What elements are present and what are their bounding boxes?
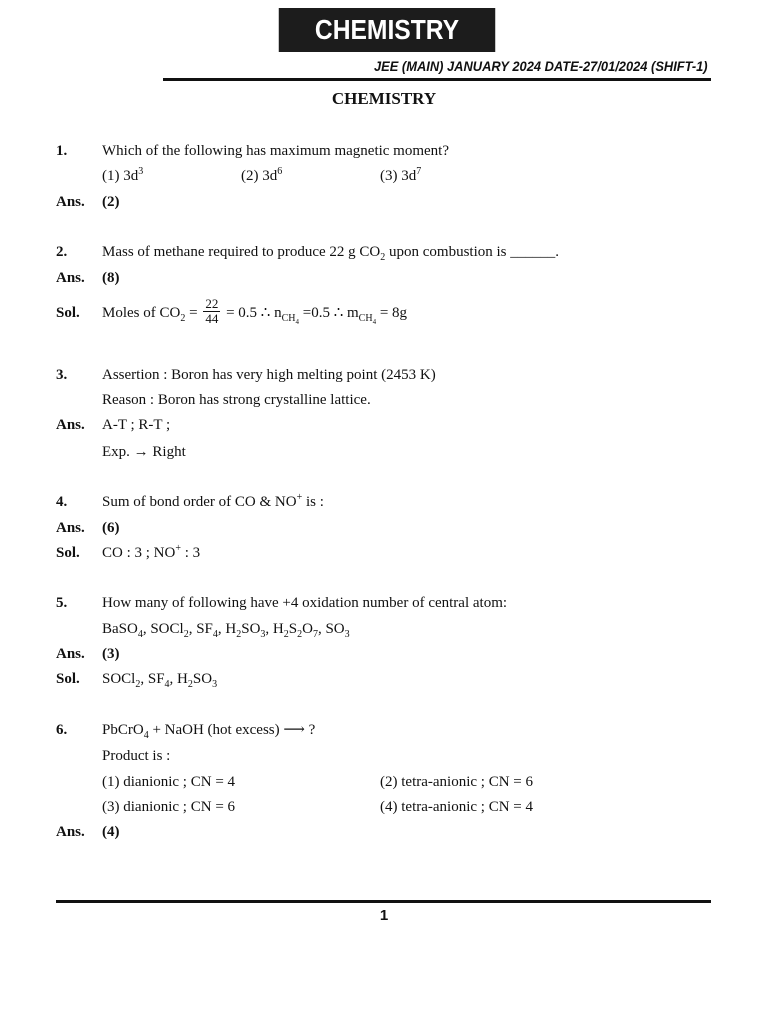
q4-text: Sum of bond order of CO & NO+ is : bbox=[102, 492, 324, 510]
q2-fraction: $\frac{22}{44}$ bbox=[205, 296, 219, 327]
q1-number: 1. bbox=[56, 143, 68, 159]
page-number: 1 bbox=[379, 907, 389, 924]
q4-ans-label: Ans. bbox=[56, 520, 85, 536]
q6-option-3: (3) dianionic ; CN = 6 bbox=[102, 799, 236, 815]
q1-ans-label: Ans. bbox=[56, 194, 85, 210]
q5-ans-label: Ans. bbox=[56, 646, 85, 662]
exam-info: JEE (MAIN) JANUARY 2024 DATE-27/01/2024 (SHIFT-1) bbox=[374, 58, 708, 74]
q1-answer: (2) bbox=[102, 194, 120, 210]
q6-text: PbCrO$_4$ + NaOH (hot excess) ⟶ ? bbox=[102, 722, 316, 741]
q1-option-2: (2) $3d^6$ bbox=[241, 166, 283, 184]
q3-assertion: Assertion : Boron has very high melting point (2453 K) bbox=[102, 367, 436, 383]
q1-option-1: (1) $3d^3$ bbox=[102, 166, 144, 184]
q3-explanation: Exp. → Right bbox=[102, 444, 186, 460]
q4-number: 4. bbox=[56, 494, 68, 510]
q5-sol-label: Sol. bbox=[56, 671, 80, 687]
q6-ans-label: Ans. bbox=[56, 824, 85, 840]
q1-option-3: (3) $3d^7$ bbox=[380, 166, 422, 184]
q3-ans-label: Ans. bbox=[56, 417, 85, 433]
q3-reason: Reason : Boron has strong crystalline lattice. bbox=[102, 392, 371, 408]
q2-number: 2. bbox=[56, 244, 68, 260]
page-title: CHEMISTRY bbox=[331, 89, 437, 108]
q6-answer: (4) bbox=[102, 824, 120, 840]
q4-answer: (6) bbox=[102, 520, 120, 536]
q6-option-2: (2) tetra-anionic ; CN = 6 bbox=[380, 774, 533, 790]
q3-number: 3. bbox=[56, 367, 68, 383]
q5-answer: (3) bbox=[102, 646, 120, 662]
q6-product-label: Product is : bbox=[102, 748, 171, 764]
q2-text: Mass of methane required to produce 22 g $CO_2$ upon combustion is ______. bbox=[102, 244, 560, 263]
q2-ans-label: Ans. bbox=[56, 270, 85, 286]
q5-solution: SOCl$_2$, $SF_4$, $H_2SO_3$ bbox=[102, 671, 218, 690]
q6-number: 6. bbox=[56, 722, 68, 738]
q2-solution: Moles of $CO_2$ = $\frac{22}{44}$ = 0.5 ∴ $n_{CH_4} =0.5$ ∴ $m_{CH_4} = 8g$ bbox=[102, 296, 408, 327]
header-rule bbox=[163, 78, 711, 81]
q6-option-1: (1) dianionic ; CN = 4 bbox=[102, 774, 236, 790]
q6-option-4: (4) tetra-anionic ; CN = 4 bbox=[380, 799, 533, 815]
q2-sol-label: Sol. bbox=[56, 305, 80, 321]
subject-banner: CHEMISTRY bbox=[279, 8, 495, 52]
q2-answer: (8) bbox=[102, 270, 120, 286]
q4-sol-label: Sol. bbox=[56, 545, 80, 561]
q5-compound-list: BaSO$_4$, SOCl$_2$, $SF_4$, $H_2SO_3$, $H_2S_2O_7$, $SO_3$ bbox=[102, 621, 350, 640]
q4-solution: CO : 3 ; NO+ : 3 bbox=[102, 543, 201, 561]
q5-number: 5. bbox=[56, 595, 68, 611]
q3-answer: A-T ; R-T ; bbox=[102, 417, 171, 433]
footer-rule bbox=[56, 900, 711, 903]
q5-text: How many of following have +4 oxidation number of central atom: bbox=[102, 595, 508, 611]
q1-text: Which of the following has maximum magnetic moment? bbox=[102, 143, 449, 159]
